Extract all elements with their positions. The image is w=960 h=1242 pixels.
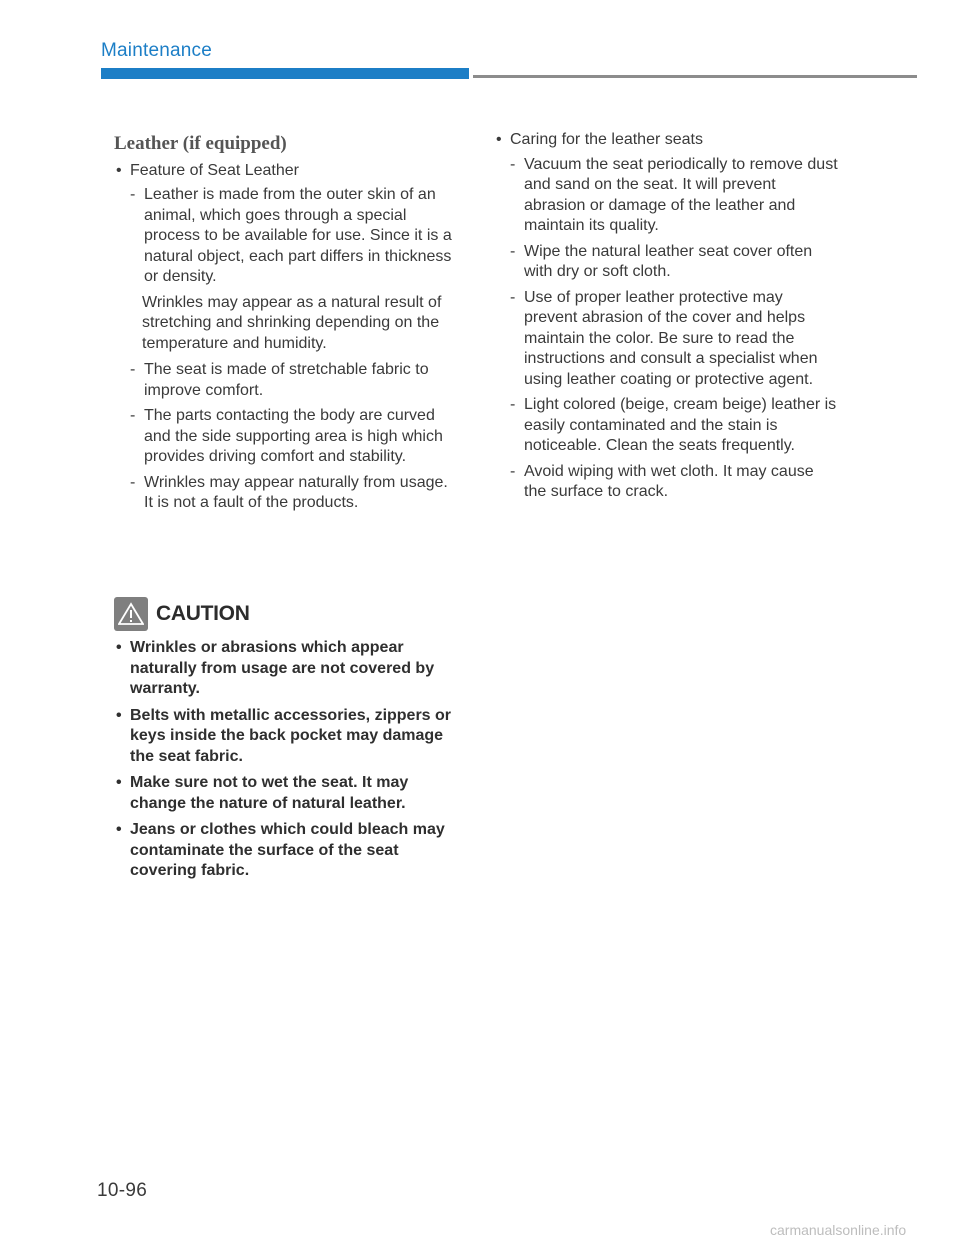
caution-list	[114, 638, 459, 882]
caution-item: • Make sure not to wet the seat. It may change the nature of natural leather.	[114, 773, 459, 814]
watermark: carmanualsonline.info	[770, 1222, 907, 1238]
caution-item: • Jeans or clothes which could bleach may contaminate the surface of the seat covering fabric.	[114, 820, 459, 882]
header-rule-accent	[101, 68, 469, 79]
feature-note: Wrinkles may appear as a natural result of stretching and shrinking depending on the temperature and humidity.	[142, 293, 442, 352]
caution-item: • Wrinkles or abrasions which appear naturally from usage are not covered by warranty.	[114, 638, 459, 700]
feature-bullet: • Feature of Seat Leather	[114, 161, 459, 182]
header-rule-gray	[473, 75, 917, 78]
list-item: - Avoid wiping with wet cloth. It may cause the surface to crack.	[494, 462, 839, 503]
list-item: - Use of proper leather protective may prevent abrasion of the cover and helps maintain the color. Be sure to read the instructions and consult a specialist when using leather coating or protective agent.	[494, 288, 839, 391]
right-column	[494, 130, 839, 508]
caution-item: • Belts with metallic accessories, zippers or keys inside the back pocket may damage the seat fabric.	[114, 706, 459, 768]
caution-header	[114, 596, 459, 632]
list-item: - Light colored (beige, cream beige) leather is easily contaminated and the stain is noticeable. Clean the seats frequently.	[494, 395, 839, 457]
page-number: 10-96	[97, 1180, 148, 1201]
care-list	[494, 155, 839, 503]
care-bullet: • Caring for the leather seats	[494, 130, 839, 151]
caution-box	[114, 596, 459, 888]
warning-triangle-icon	[114, 597, 148, 631]
left-column	[114, 130, 459, 519]
list-item: - The seat is made of stretchable fabric to improve comfort.	[114, 360, 459, 401]
list-item: - The parts contacting the body are curved and the side supporting area is high which provides driving comfort and stability.	[114, 406, 459, 468]
caution-title: CAUTION	[156, 602, 250, 625]
list-item: - Wrinkles may appear naturally from usage. It is not a fault of the products.	[114, 473, 459, 514]
section-title: Maintenance	[101, 40, 212, 61]
section-heading: Leather (if equipped)	[114, 133, 287, 154]
list-item: - Vacuum the seat periodically to remove dust and sand on the seat. It will prevent abrasion or damage of the leather and maintain its quality.	[494, 155, 839, 237]
feature-list-more	[114, 360, 459, 514]
feature-list	[114, 185, 459, 288]
list-item: - Wipe the natural leather seat cover often with dry or soft cloth.	[494, 242, 839, 283]
list-item: - Leather is made from the outer skin of an animal, which goes through a special process to be available for use. Since it is a natural object, each part differs in thickness or density.	[114, 185, 459, 288]
